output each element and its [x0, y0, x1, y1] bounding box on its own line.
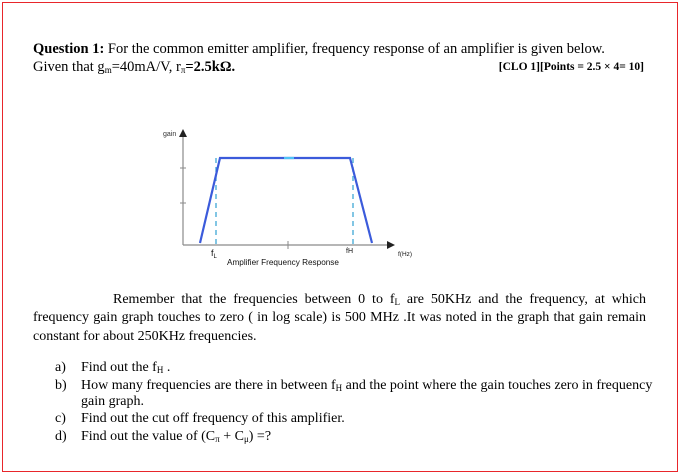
fl-label-sub: L: [213, 254, 217, 260]
item-text: How many frequencies are there in between f: [81, 377, 336, 393]
item-text: Find out the cut off frequency of this amplifier.: [81, 411, 345, 426]
item-mid: + C: [219, 428, 244, 444]
list-item-b: [55, 378, 655, 410]
sub-questions-list: [55, 360, 655, 446]
item-subscript: H: [156, 365, 164, 375]
item-subscript-pi: π: [215, 433, 220, 444]
given-prefix: Given that g: [33, 59, 105, 75]
rpi-value: =2.5kΩ.: [185, 59, 236, 75]
rpi-subscript: π: [180, 65, 186, 75]
item-subscript: H: [335, 382, 343, 393]
paragraph-part-1: Remember that the frequencies between 0 to f: [113, 292, 395, 307]
clo-points-label: [CLO 1][Points = 2.5 × 4= 10]: [498, 61, 644, 73]
gm-value: =40mA/V, r: [111, 59, 181, 75]
item-text: Find out the f: [81, 360, 157, 375]
item-marker: d): [55, 428, 67, 444]
fh-label: fH: [346, 248, 353, 255]
item-subscript-mu: μ: [243, 433, 249, 444]
question-label: Question 1:: [33, 41, 105, 57]
gm-subscript: m: [104, 65, 112, 75]
question-intro-text: For the common emitter amplifier, frequency response of an amplifier is given below.: [104, 41, 605, 57]
gain-curve: [200, 158, 372, 243]
problem-paragraph: [33, 291, 646, 346]
question-intro-line: [33, 41, 605, 58]
item-marker: a): [55, 360, 66, 375]
x-axis-arrow: [387, 241, 395, 249]
list-item-d: [55, 429, 655, 445]
item-marker: c): [55, 411, 66, 426]
fl-label: [211, 248, 218, 260]
y-axis-label: gain: [163, 131, 177, 138]
x-axis-unit-label: f(Hz): [398, 251, 413, 258]
frequency-response-figure: [150, 120, 430, 270]
item-marker: b): [55, 377, 67, 393]
figure-caption: Amplifier Frequency Response: [227, 258, 339, 267]
item-tail: .: [163, 360, 171, 375]
fl-subscript: L: [394, 297, 401, 307]
list-item-c: [55, 411, 655, 427]
item-tail: ) =?: [248, 428, 272, 444]
given-values-line: [33, 59, 235, 76]
item-text: Find out the value of (C: [81, 428, 216, 444]
y-axis-arrow: [179, 129, 187, 137]
list-item-a: [55, 360, 655, 376]
fl-label-main: f: [211, 248, 214, 258]
item-tail: and the point where the gain touches zero in frequency gain graph.: [81, 377, 653, 409]
frequency-response-svg: [150, 120, 430, 270]
paragraph-part-2: are 50KHz and the frequency, at which frequency gain graph touches to zero ( in log scale) is 500 MHz .It was noted in the graph that gain remain constant for about 250KHz frequencies.: [33, 292, 647, 344]
